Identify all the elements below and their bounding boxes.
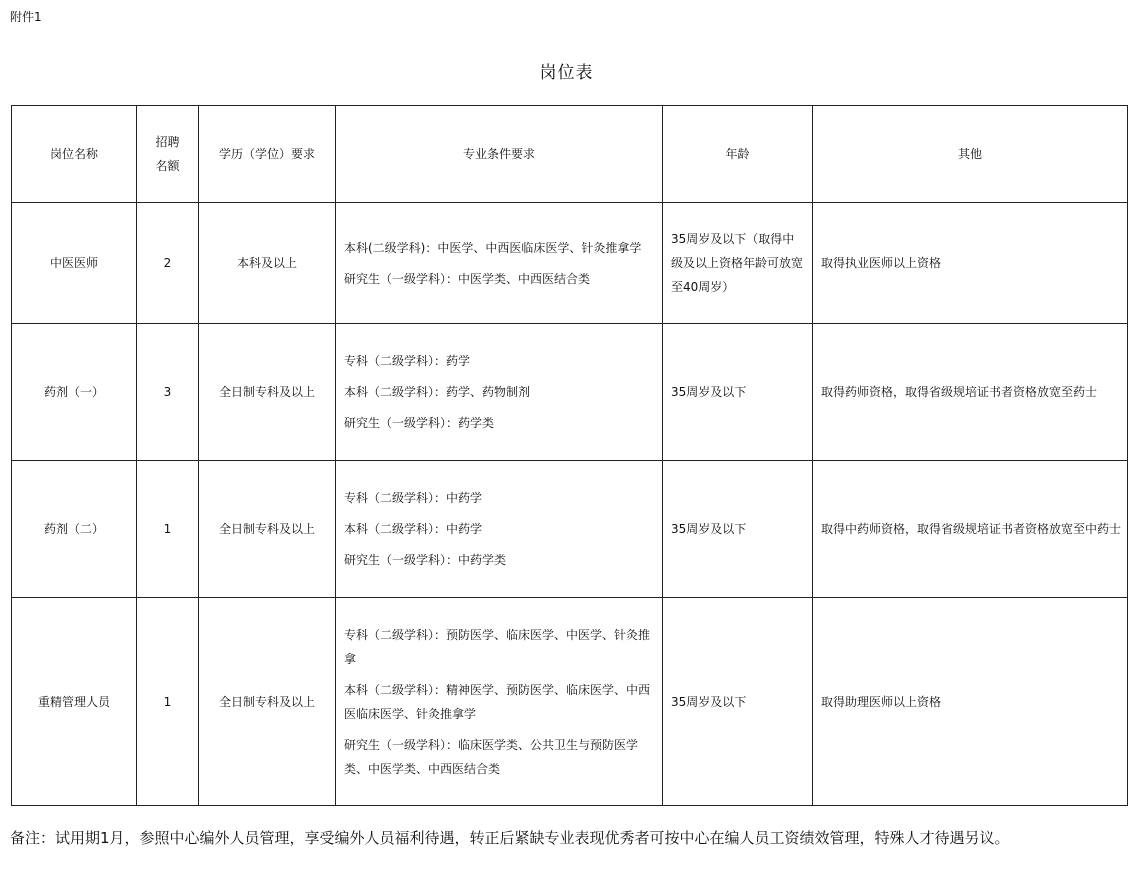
cell-count: 1 [137,598,199,806]
cell-education: 本科及以上 [199,203,336,324]
attachment-label: 附件1 [10,10,42,24]
header-major: 专业条件要求 [336,106,663,203]
cell-other: 取得中药师资格，取得省级规培证书者资格放宽至中药士 [813,461,1128,598]
header-education: 学历（学位）要求 [199,106,336,203]
cell-major [336,598,663,806]
page-title: 岗位表 [539,63,594,83]
major-line: 研究生（一级学科）：中药学类 [344,553,507,567]
cell-age: 35周岁及以下 [663,324,813,461]
cell-position: 中医医师 [12,203,137,324]
cell-other: 取得助理医师以上资格 [813,598,1128,806]
major-line: 专科（二级学科）：中药学 [344,491,483,505]
footnote: 备注：试用期1月，参照中心编外人员管理，享受编外人员福利待遇，转正后紧缺专业表现优秀者可按中心在编人员工资绩效管理，特殊人才待遇另议。 [10,829,1010,847]
major-line: 研究生（一级学科）：药学类 [344,416,495,430]
major-line: 本科(二级学科)：中医学、中西医临床医学、针灸推拿学 [344,240,642,255]
cell-major [336,203,663,324]
major-line: 研究生（一级学科）：中医学类、中西医结合类 [344,271,591,286]
positions-table [11,105,1128,806]
header-count-line2: 名额 [155,159,180,173]
cell-age: 35周岁及以下 [663,461,813,598]
major-line: 研究生（一级学科）：临床医学类、公共卫生与预防医学类、中医学类、中西医结合类 [344,737,639,776]
table-header-row [12,106,1128,203]
cell-position: 重精管理人员 [12,598,137,806]
cell-education: 全日制专科及以上 [199,324,336,461]
header-other: 其他 [813,106,1128,203]
cell-education: 全日制专科及以上 [199,598,336,806]
cell-major [336,461,663,598]
major-line: 本科（二级学科）：药学、药物制剂 [344,385,531,399]
cell-position: 药剂（二） [12,461,137,598]
table-row [12,203,1128,324]
major-line: 本科（二级学科）：中药学 [344,522,483,536]
cell-age: 35周岁及以下（取得中级及以上资格年龄可放宽至40周岁） [663,203,813,324]
cell-other: 取得药师资格，取得省级规培证书者资格放宽至药士 [813,324,1128,461]
major-line: 专科（二级学科）：预防医学、临床医学、中医学、针灸推拿 [344,627,651,666]
header-position: 岗位名称 [12,106,137,203]
major-line: 专科（二级学科）：药学 [344,354,471,368]
cell-other: 取得执业医师以上资格 [813,203,1128,324]
cell-count: 1 [137,461,199,598]
cell-age: 35周岁及以下 [663,598,813,806]
table-row [12,461,1128,598]
cell-count: 2 [137,203,199,324]
header-count-line1: 招聘 [155,135,180,149]
cell-count: 3 [137,324,199,461]
table-row [12,598,1128,806]
major-line: 本科（二级学科）：精神医学、预防医学、临床医学、中西医临床医学、针灸推拿学 [344,682,651,721]
table-row [12,324,1128,461]
header-age: 年龄 [663,106,813,203]
header-count [137,106,199,203]
cell-position: 药剂（一） [12,324,137,461]
cell-major [336,324,663,461]
cell-education: 全日制专科及以上 [199,461,336,598]
